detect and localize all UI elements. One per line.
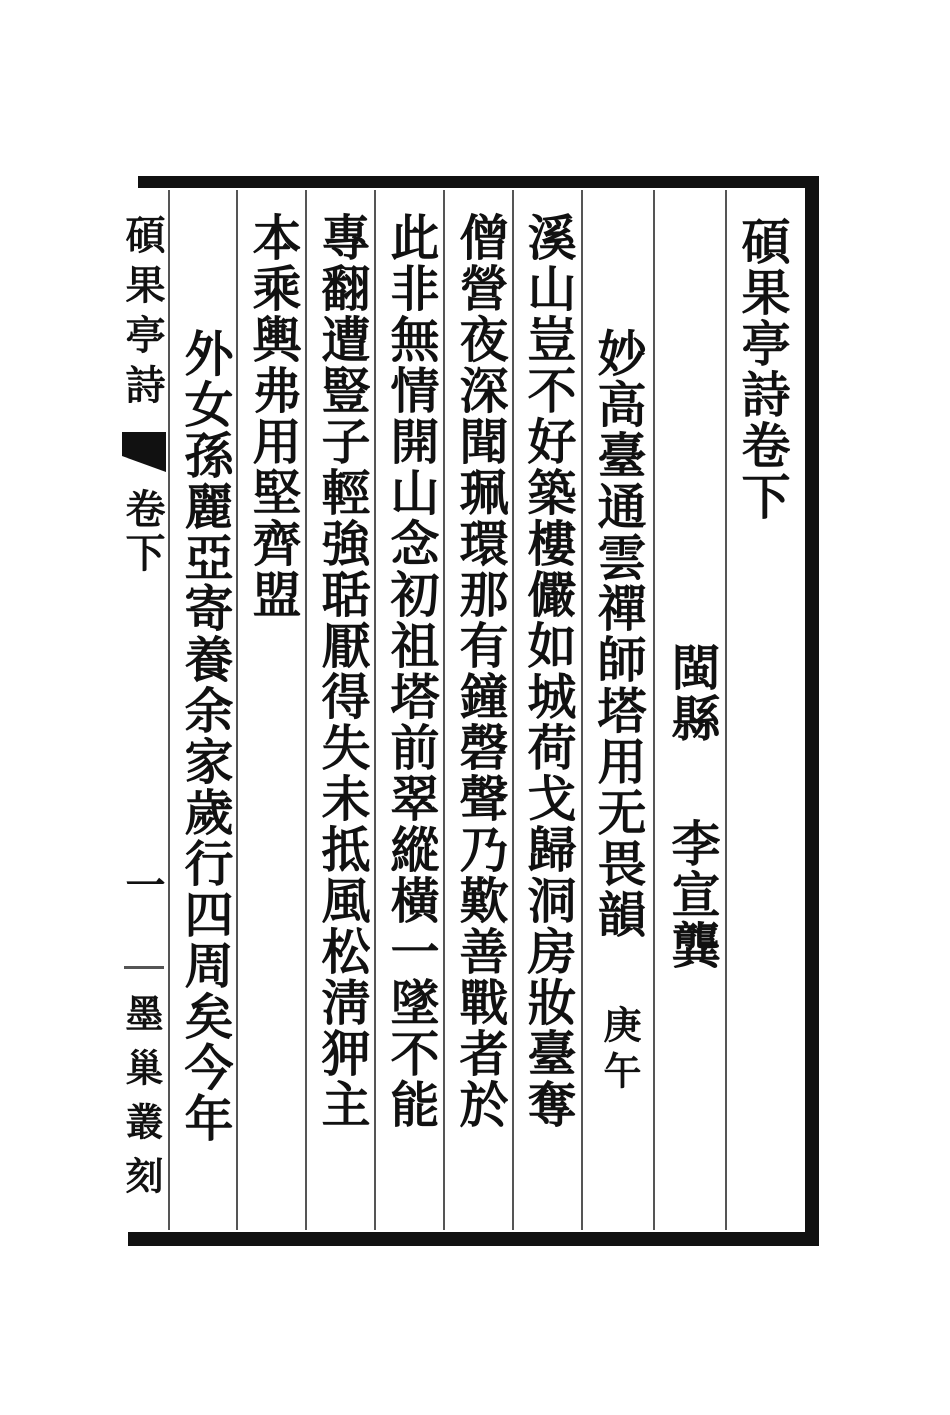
volume-title: 碩果亭詩卷下 (734, 216, 792, 522)
text-column-4: 專翻遭豎子輕強聒厭得失未抵風松淸狎主 (314, 212, 372, 1130)
text-column-5: 本乘輿弗用堅齊盟 (245, 212, 303, 620)
author-name: 李宣龔 (664, 818, 722, 971)
poem-date-note: 庚午 (597, 1005, 642, 1097)
fish-tail-mark (122, 432, 166, 472)
poem-title: 妙高臺通雲禪師塔用无畏韻 (590, 328, 648, 940)
margin-volume: 卷下 (119, 488, 166, 576)
frame-right-rule (805, 176, 819, 1246)
margin-leaf-number: 一 (119, 864, 166, 912)
frame-bottom-rule (128, 1232, 818, 1246)
column-divider (512, 190, 514, 1230)
column-divider (374, 190, 376, 1230)
margin-mark-line (124, 966, 164, 969)
column-divider (168, 190, 170, 1230)
column-divider (443, 190, 445, 1230)
text-column-2: 僧營夜深聞珮環那有鐘磬聲乃歎善戰者於 (452, 212, 510, 1130)
column-divider (305, 190, 307, 1230)
column-divider (725, 190, 727, 1230)
margin-book-title: 碩果亭詩 (119, 214, 166, 414)
column-divider (653, 190, 655, 1230)
text-column-1: 溪山豈不好築樓儼如城荷戈歸洞房妝臺奪 (520, 212, 578, 1130)
frame-top-rule (138, 176, 818, 188)
margin-publisher: 墨巢叢刻 (119, 994, 164, 1210)
column-divider (236, 190, 238, 1230)
text-column-3: 此非無情開山念初祖塔前翠縱橫一墜不能 (383, 212, 441, 1130)
author-place: 閩縣 (664, 642, 722, 744)
column-divider (581, 190, 583, 1230)
text-column-6: 外女孫麗亞寄養余家歲行四周矣今年 (177, 328, 235, 1144)
